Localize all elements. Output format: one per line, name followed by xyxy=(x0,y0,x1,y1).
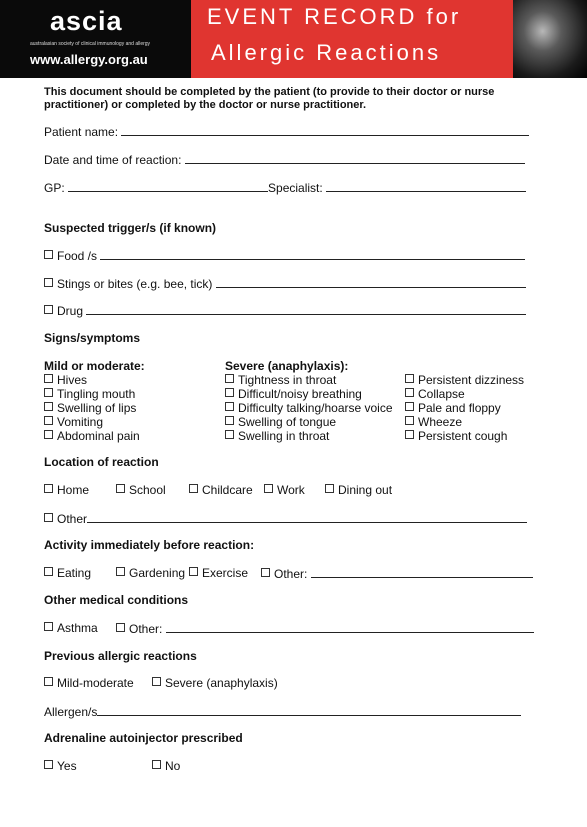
location-other-checkbox[interactable] xyxy=(44,513,53,522)
mild-checkbox[interactable] xyxy=(44,430,53,439)
title-banner xyxy=(191,0,513,78)
activity-option-exercise[interactable]: Exercise xyxy=(189,566,248,580)
activity-other-row[interactable] xyxy=(261,566,533,581)
food-checkbox[interactable] xyxy=(44,250,53,259)
logo-subtitle: australasian society of clinical immunology and allergy xyxy=(30,41,151,47)
logo-url: www.allergy.org.au xyxy=(30,52,148,67)
severe-checkbox[interactable] xyxy=(405,416,414,425)
patient-name-label: Patient name: xyxy=(44,125,119,139)
drug-checkbox[interactable] xyxy=(44,305,53,314)
home-checkbox[interactable] xyxy=(44,484,53,493)
previous-option-severe[interactable]: Severe (anaphylaxis) xyxy=(152,676,278,690)
title-line-1: EVENT RECORD for xyxy=(207,4,462,29)
childcare-checkbox[interactable] xyxy=(189,484,198,493)
mild-checkbox[interactable] xyxy=(44,402,53,411)
specialist-label: Specialist: xyxy=(268,181,323,195)
mild-checkbox[interactable] xyxy=(44,374,53,383)
yes-checkbox[interactable] xyxy=(44,760,53,769)
intro-text: This document should be completed by the patient (to provide to their doctor or nurse practitioner) or completed by the doctor or nurse practitioner. xyxy=(44,86,495,111)
date-time-input-line[interactable] xyxy=(185,152,525,164)
stings-checkbox[interactable] xyxy=(44,278,53,287)
previous-heading: Previous allergic reactions xyxy=(44,649,197,663)
location-other-label: Other xyxy=(57,512,88,526)
trigger-drug-row[interactable] xyxy=(44,303,526,318)
no-checkbox[interactable] xyxy=(152,760,161,769)
document-header xyxy=(0,0,587,78)
location-option-work[interactable]: Work xyxy=(264,483,305,497)
gp-input-line[interactable] xyxy=(68,180,268,192)
medical-other-input-line[interactable] xyxy=(166,621,534,633)
activity-heading: Activity immediately before reaction: xyxy=(44,538,255,552)
activity-option-eating[interactable]: Eating xyxy=(44,566,91,580)
severe-item[interactable]: Pale and floppy xyxy=(405,401,524,415)
medical-option-asthma[interactable]: Asthma xyxy=(44,621,98,635)
location-heading: Location of reaction xyxy=(44,455,159,469)
patient-name-input-line[interactable] xyxy=(121,124,529,136)
mild-checkbox[interactable] xyxy=(44,416,53,425)
dining-out-checkbox[interactable] xyxy=(325,484,334,493)
previous-severe-checkbox[interactable] xyxy=(152,677,161,686)
medical-other-row[interactable] xyxy=(116,621,534,636)
severe-checkbox[interactable] xyxy=(225,388,234,397)
adrenaline-option-no[interactable]: No xyxy=(152,759,180,773)
gp-specialist-field[interactable] xyxy=(44,180,526,195)
location-option-home[interactable]: Home xyxy=(44,483,89,497)
adrenaline-heading: Adrenaline autoinjector prescribed xyxy=(44,731,243,745)
allergen-input-line[interactable] xyxy=(97,704,521,716)
trigger-heading: Suspected trigger/s (if known) xyxy=(44,221,217,235)
exercise-checkbox[interactable] xyxy=(189,567,198,576)
severe-checkbox[interactable] xyxy=(225,416,234,425)
title-line-2: Allergic Reactions xyxy=(211,40,442,65)
eating-checkbox[interactable] xyxy=(44,567,53,576)
mild-item[interactable]: Hives xyxy=(44,373,145,387)
medical-other-checkbox[interactable] xyxy=(116,623,125,632)
school-checkbox[interactable] xyxy=(116,484,125,493)
trigger-food-row[interactable] xyxy=(44,248,525,263)
medical-other-label: Other: xyxy=(129,622,163,636)
severe-checkbox[interactable] xyxy=(225,402,234,411)
drug-label: Drug xyxy=(57,304,84,318)
previous-mild-checkbox[interactable] xyxy=(44,677,53,686)
severe-item[interactable]: Collapse xyxy=(405,387,524,401)
location-other-row[interactable] xyxy=(44,511,527,526)
severe-item[interactable]: Persistent dizziness xyxy=(405,373,524,387)
food-label: Food /s xyxy=(57,249,98,263)
location-option-school[interactable]: School xyxy=(116,483,166,497)
previous-option-mild[interactable]: Mild-moderate xyxy=(44,676,134,690)
location-option-childcare[interactable]: Childcare xyxy=(189,483,253,497)
severe-item[interactable]: Difficulty talking/hoarse voice xyxy=(225,401,393,415)
logo-wordmark: ascia xyxy=(50,6,123,36)
work-checkbox[interactable] xyxy=(264,484,273,493)
trigger-stings-row[interactable] xyxy=(44,276,526,291)
food-input-line[interactable] xyxy=(100,248,525,260)
severe-item[interactable]: Swelling of tongue xyxy=(225,415,393,429)
patient-name-field[interactable] xyxy=(44,124,529,139)
specialist-input-line[interactable] xyxy=(326,180,526,192)
severe-checkbox[interactable] xyxy=(405,430,414,439)
gardening-checkbox[interactable] xyxy=(116,567,125,576)
severe-checkbox[interactable] xyxy=(405,374,414,383)
activity-other-label: Other: xyxy=(274,567,308,581)
severe-checkbox[interactable] xyxy=(405,402,414,411)
mild-item[interactable]: Abdominal pain xyxy=(44,429,145,443)
asthma-checkbox[interactable] xyxy=(44,622,53,631)
gp-label: GP: xyxy=(44,181,65,195)
severe-checkbox[interactable] xyxy=(225,374,234,383)
stings-input-line[interactable] xyxy=(216,276,526,288)
mild-heading: Mild or moderate: xyxy=(44,359,145,373)
adrenaline-option-yes[interactable]: Yes xyxy=(44,759,77,773)
mild-item[interactable]: Swelling of lips xyxy=(44,401,145,415)
severe-checkbox[interactable] xyxy=(405,388,414,397)
severe-item[interactable]: Difficult/noisy breathing xyxy=(225,387,393,401)
severe-column xyxy=(225,359,393,443)
allergen-row[interactable] xyxy=(44,704,521,719)
drug-input-line[interactable] xyxy=(86,303,526,315)
activity-other-input-line[interactable] xyxy=(311,566,533,578)
ascia-logo xyxy=(0,0,191,78)
location-option-dining-out[interactable]: Dining out xyxy=(325,483,392,497)
activity-option-gardening[interactable]: Gardening xyxy=(116,566,185,580)
date-time-field[interactable] xyxy=(44,152,525,167)
mild-item[interactable]: Tingling mouth xyxy=(44,387,145,401)
severe-item[interactable]: Persistent cough xyxy=(405,429,524,443)
mild-item[interactable]: Vomiting xyxy=(44,415,145,429)
mild-column xyxy=(44,359,145,443)
stings-label: Stings or bites (e.g. bee, tick) xyxy=(57,277,213,291)
allergen-label: Allergen/s xyxy=(44,705,98,719)
severe-item[interactable]: Swelling in throat xyxy=(225,429,393,443)
severe-checkbox[interactable] xyxy=(225,430,234,439)
medical-heading: Other medical conditions xyxy=(44,593,189,607)
signs-heading: Signs/symptoms xyxy=(44,331,141,345)
date-time-label: Date and time of reaction: xyxy=(44,153,182,167)
mild-checkbox[interactable] xyxy=(44,388,53,397)
severe-item[interactable]: Wheeze xyxy=(405,415,524,429)
activity-other-checkbox[interactable] xyxy=(261,568,270,577)
decorative-image xyxy=(513,0,587,78)
severe-heading: Severe (anaphylaxis): xyxy=(225,359,349,373)
location-other-input-line[interactable] xyxy=(87,511,527,523)
severe-column-2 xyxy=(405,373,524,443)
severe-item[interactable]: Tightness in throat xyxy=(225,373,393,387)
